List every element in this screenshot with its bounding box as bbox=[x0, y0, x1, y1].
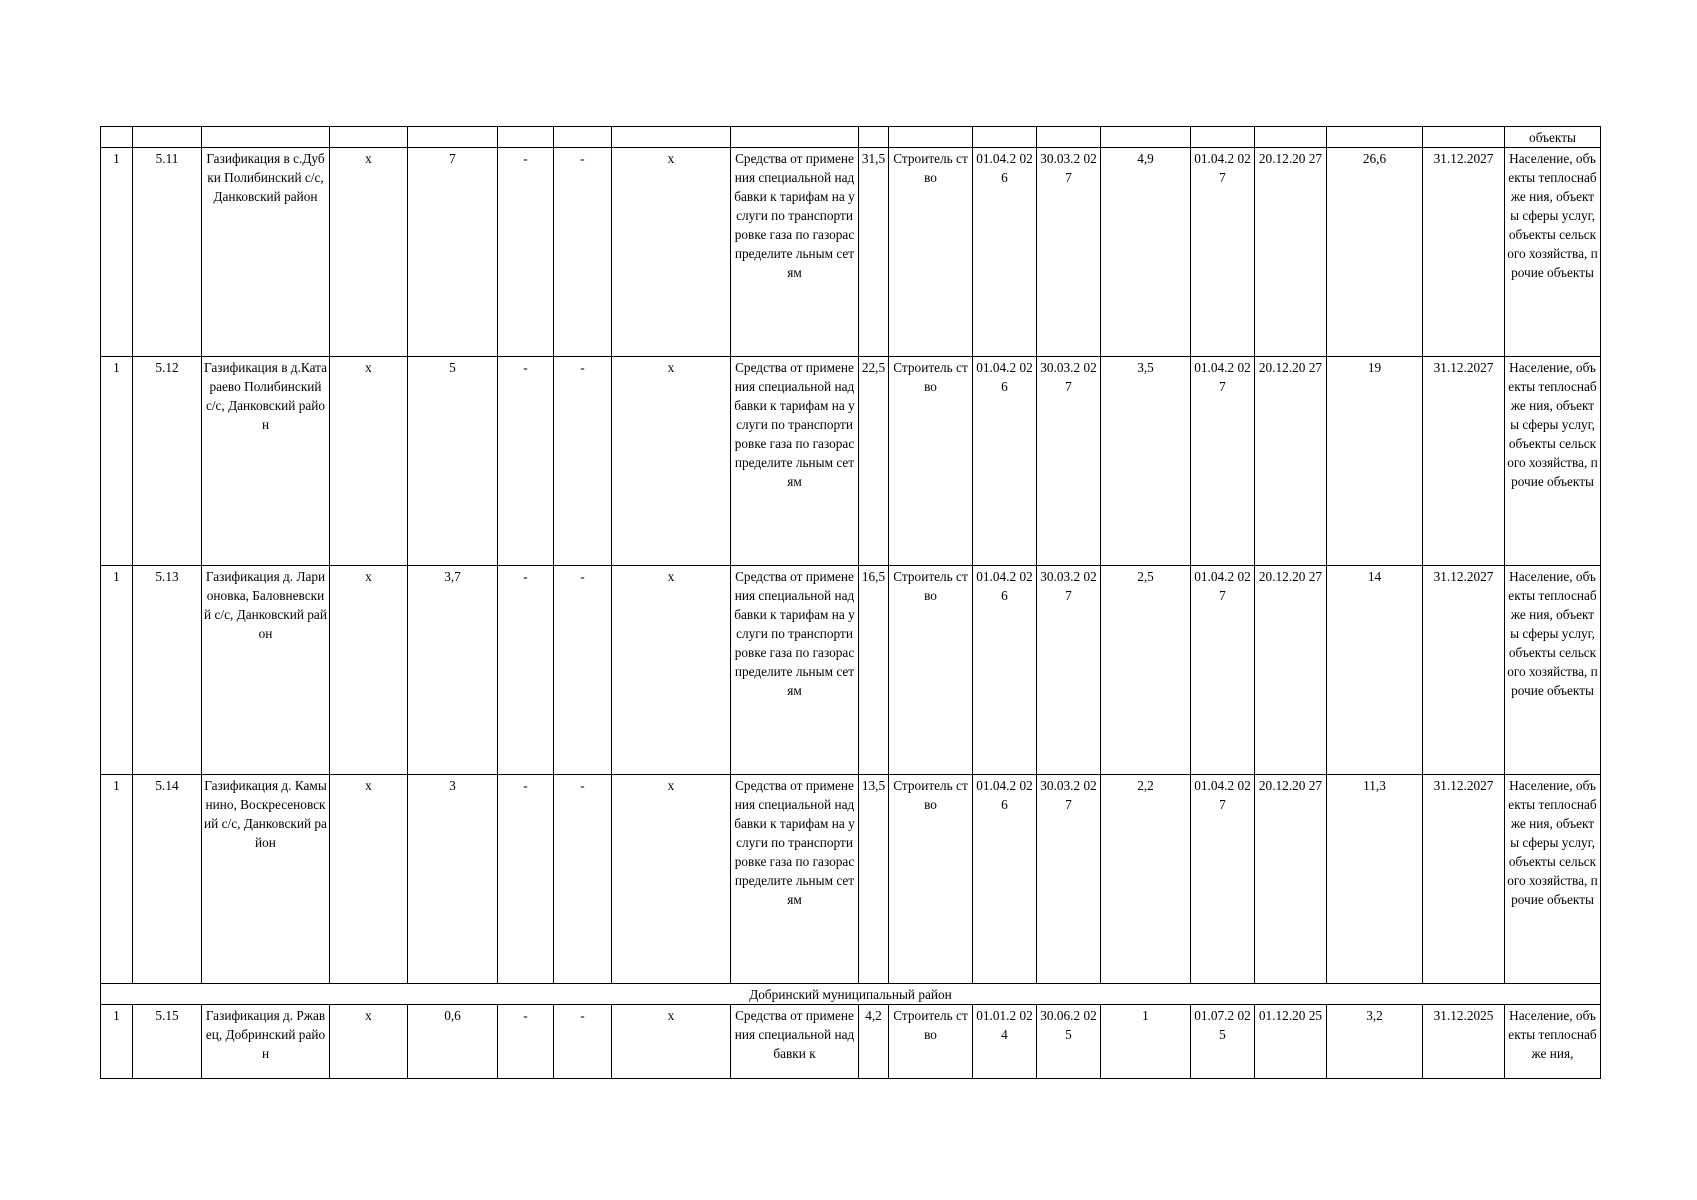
completion-date-cell: 31.12.2027 bbox=[1423, 566, 1505, 775]
consumers-cell: Население, объекты теплоснабже ния, bbox=[1505, 1005, 1601, 1079]
col-4-cell: х bbox=[330, 775, 408, 984]
value-2-cell: 14 bbox=[1327, 566, 1423, 775]
col-8-cell: х bbox=[612, 566, 731, 775]
header-fragment-text: объекты bbox=[1505, 127, 1601, 148]
row-marker-cell: 1 bbox=[101, 357, 133, 566]
cost-cell: 4,2 bbox=[859, 1005, 889, 1079]
col-7-cell: - bbox=[554, 566, 612, 775]
completion-date-cell: 31.12.2025 bbox=[1423, 1005, 1505, 1079]
end-date-2-cell: 20.12.20 27 bbox=[1255, 357, 1327, 566]
object-name-cell: Газификация д. Ларионовка, Баловневский с/с, Данковский район bbox=[202, 566, 330, 775]
col-7-cell: - bbox=[554, 148, 612, 357]
col-8-cell: х bbox=[612, 148, 731, 357]
col-4-cell: х bbox=[330, 148, 408, 357]
start-date-1-cell: 01.01.2 024 bbox=[973, 1005, 1037, 1079]
col-6-cell: - bbox=[498, 357, 554, 566]
end-date-2-cell: 20.12.20 27 bbox=[1255, 566, 1327, 775]
table-row bbox=[101, 357, 1601, 566]
length-cell: 7 bbox=[408, 148, 498, 357]
length-cell: 3 bbox=[408, 775, 498, 984]
work-type-cell: Строитель ство bbox=[889, 1005, 973, 1079]
consumers-cell: Население, объекты теплоснабже ния, объекты сферы услуг, объекты сельского хозяйства, прочие объекты bbox=[1505, 148, 1601, 357]
col-8-cell: х bbox=[612, 357, 731, 566]
completion-date-cell: 31.12.2027 bbox=[1423, 357, 1505, 566]
row-marker-cell: 1 bbox=[101, 566, 133, 775]
funding-source-cell: Средства от применения специальной надбавки к тарифам на услуги по транспортировке газа по газораспределите льным сетям bbox=[731, 148, 859, 357]
value-2-cell: 19 bbox=[1327, 357, 1423, 566]
length-cell: 5 bbox=[408, 357, 498, 566]
value-2-cell: 26,6 bbox=[1327, 148, 1423, 357]
col-8-cell: х bbox=[612, 1005, 731, 1079]
value-1-cell: 3,5 bbox=[1101, 357, 1191, 566]
start-date-2-cell: 01.04.2 027 bbox=[1191, 357, 1255, 566]
start-date-1-cell: 01.04.2 026 bbox=[973, 357, 1037, 566]
value-1-cell: 2,5 bbox=[1101, 566, 1191, 775]
start-date-1-cell: 01.04.2 026 bbox=[973, 566, 1037, 775]
completion-date-cell: 31.12.2027 bbox=[1423, 775, 1505, 984]
end-date-1-cell: 30.03.2 027 bbox=[1037, 775, 1101, 984]
cost-cell: 22,5 bbox=[859, 357, 889, 566]
value-1-cell: 1 bbox=[1101, 1005, 1191, 1079]
col-6-cell: - bbox=[498, 148, 554, 357]
start-date-1-cell: 01.04.2 026 bbox=[973, 148, 1037, 357]
funding-source-cell: Средства от применения специальной надбавки к тарифам на услуги по транспортировке газа по газораспределите льным сетям bbox=[731, 775, 859, 984]
start-date-1-cell: 01.04.2 026 bbox=[973, 775, 1037, 984]
start-date-2-cell: 01.04.2 027 bbox=[1191, 775, 1255, 984]
value-2-cell: 3,2 bbox=[1327, 1005, 1423, 1079]
object-name-cell: Газификация д. Камынино, Воскресеновский с/с, Данковский район bbox=[202, 775, 330, 984]
section-title: Добринский муниципальный район bbox=[101, 984, 1601, 1005]
object-name-cell: Газификация в д.Катараево Полибинский с/с, Данковский район bbox=[202, 357, 330, 566]
end-date-1-cell: 30.03.2 027 bbox=[1037, 357, 1101, 566]
end-date-2-cell: 20.12.20 27 bbox=[1255, 148, 1327, 357]
start-date-2-cell: 01.04.2 027 bbox=[1191, 566, 1255, 775]
item-number-cell: 5.11 bbox=[133, 148, 202, 357]
work-type-cell: Строитель ство bbox=[889, 566, 973, 775]
col-6-cell: - bbox=[498, 1005, 554, 1079]
item-number-cell: 5.13 bbox=[133, 566, 202, 775]
row-marker-cell: 1 bbox=[101, 775, 133, 984]
col-6-cell: - bbox=[498, 566, 554, 775]
object-name-cell: Газификация в с.Дубки Полибинский с/с, Данковский район bbox=[202, 148, 330, 357]
col-4-cell: х bbox=[330, 357, 408, 566]
funding-source-cell: Средства от применения специальной надбавки к тарифам на услуги по транспортировке газа по газораспределите льным сетям bbox=[731, 357, 859, 566]
end-date-1-cell: 30.03.2 027 bbox=[1037, 148, 1101, 357]
row-marker-cell: 1 bbox=[101, 1005, 133, 1079]
table-row bbox=[101, 566, 1601, 775]
start-date-2-cell: 01.04.2 027 bbox=[1191, 148, 1255, 357]
end-date-1-cell: 30.03.2 027 bbox=[1037, 566, 1101, 775]
end-date-2-cell: 20.12.20 27 bbox=[1255, 775, 1327, 984]
object-name-cell: Газификация д. Ржавец, Добринский район bbox=[202, 1005, 330, 1079]
section-row bbox=[101, 984, 1601, 1005]
work-type-cell: Строитель ство bbox=[889, 148, 973, 357]
end-date-1-cell: 30.06.2 025 bbox=[1037, 1005, 1101, 1079]
row-marker-cell: 1 bbox=[101, 148, 133, 357]
cost-cell: 31,5 bbox=[859, 148, 889, 357]
consumers-cell: Население, объекты теплоснабже ния, объекты сферы услуг, объекты сельского хозяйства, прочие объекты bbox=[1505, 566, 1601, 775]
cost-cell: 16,5 bbox=[859, 566, 889, 775]
value-1-cell: 2,2 bbox=[1101, 775, 1191, 984]
work-type-cell: Строитель ство bbox=[889, 357, 973, 566]
item-number-cell: 5.14 bbox=[133, 775, 202, 984]
col-8-cell: х bbox=[612, 775, 731, 984]
length-cell: 0,6 bbox=[408, 1005, 498, 1079]
end-date-2-cell: 01.12.20 25 bbox=[1255, 1005, 1327, 1079]
col-6-cell: - bbox=[498, 775, 554, 984]
value-2-cell: 11,3 bbox=[1327, 775, 1423, 984]
consumers-cell: Население, объекты теплоснабже ния, объекты сферы услуг, объекты сельского хозяйства, прочие объекты bbox=[1505, 775, 1601, 984]
col-4-cell: х bbox=[330, 566, 408, 775]
table-row bbox=[101, 775, 1601, 984]
item-number-cell: 5.15 bbox=[133, 1005, 202, 1079]
document-table bbox=[100, 126, 1601, 1079]
cost-cell: 13,5 bbox=[859, 775, 889, 984]
table-row-partial bbox=[101, 1005, 1601, 1079]
length-cell: 3,7 bbox=[408, 566, 498, 775]
consumers-cell: Население, объекты теплоснабже ния, объекты сферы услуг, объекты сельского хозяйства, прочие объекты bbox=[1505, 357, 1601, 566]
table-row bbox=[101, 148, 1601, 357]
start-date-2-cell: 01.07.2 025 bbox=[1191, 1005, 1255, 1079]
completion-date-cell: 31.12.2027 bbox=[1423, 148, 1505, 357]
col-7-cell: - bbox=[554, 1005, 612, 1079]
funding-source-cell: Средства от применения специальной надбавки к тарифам на услуги по транспортировке газа по газораспределите льным сетям bbox=[731, 566, 859, 775]
header-fragment-row bbox=[101, 127, 1601, 148]
work-type-cell: Строитель ство bbox=[889, 775, 973, 984]
col-7-cell: - bbox=[554, 775, 612, 984]
col-7-cell: - bbox=[554, 357, 612, 566]
col-4-cell: х bbox=[330, 1005, 408, 1079]
item-number-cell: 5.12 bbox=[133, 357, 202, 566]
funding-source-cell: Средства от применения специальной надбавки к bbox=[731, 1005, 859, 1079]
value-1-cell: 4,9 bbox=[1101, 148, 1191, 357]
